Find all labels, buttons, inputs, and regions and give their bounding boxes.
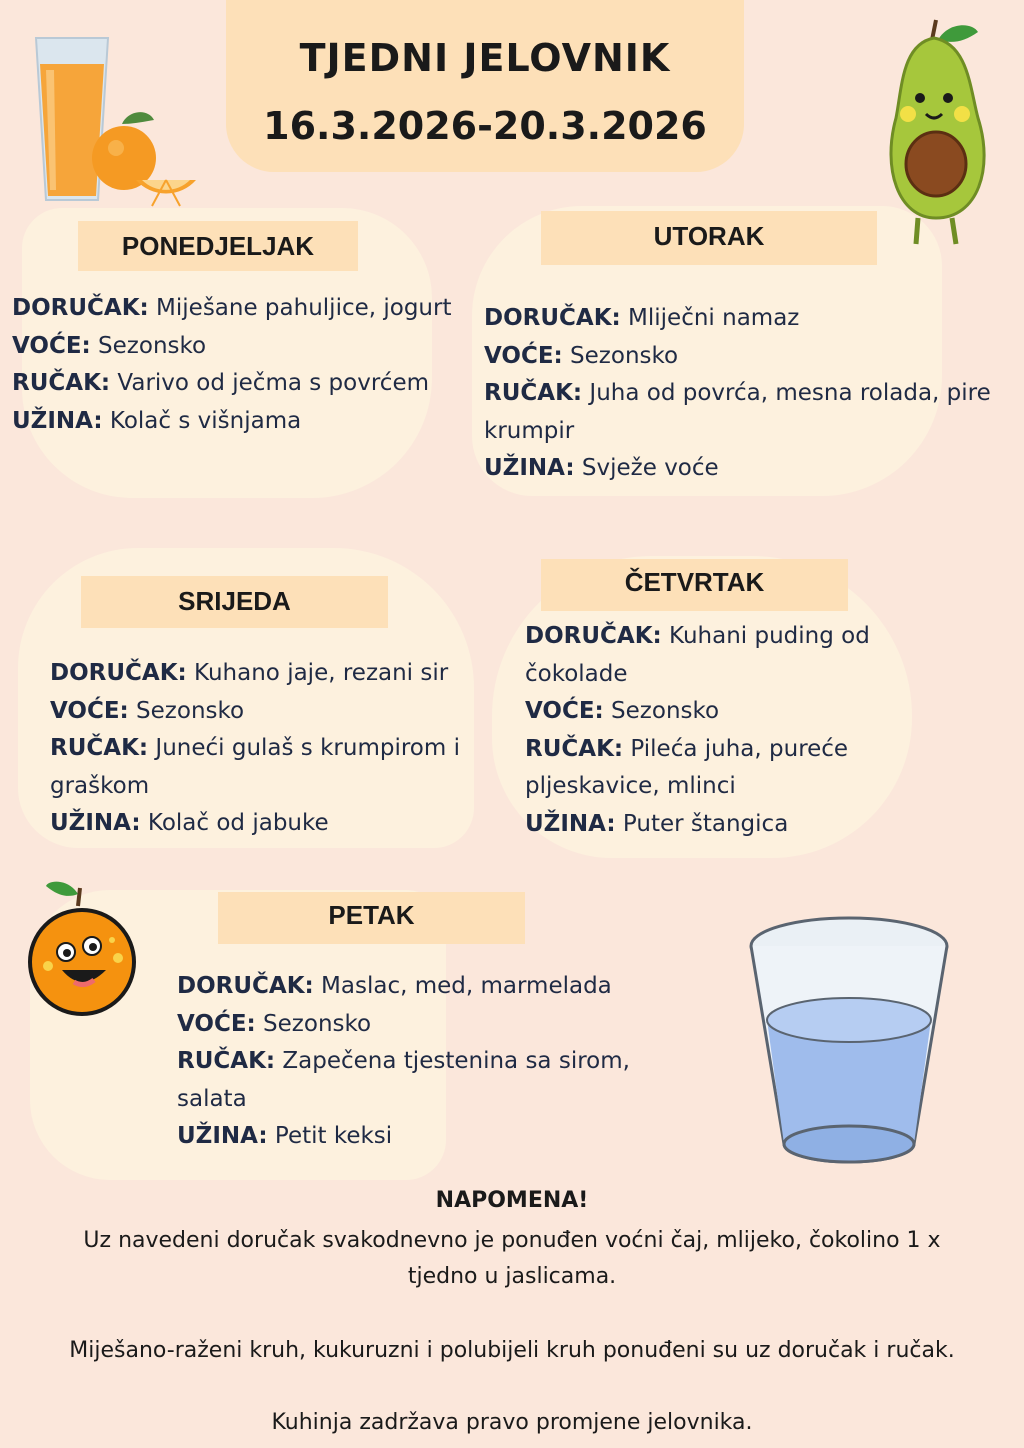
- meal-value: Petit keksi: [267, 1123, 393, 1149]
- meal-value: Puter štangica: [615, 810, 789, 837]
- meal-label: UŽINA:: [177, 1123, 268, 1149]
- meal-label: VOĆE:: [525, 698, 604, 724]
- list-item: [177, 1043, 647, 1118]
- meal-value: Varivo od ječma s povrćem: [110, 370, 429, 396]
- meal-value: Juneći gulaš s krumpirom i graškom: [50, 735, 460, 799]
- meal-label: DORUČAK:: [525, 623, 662, 649]
- meal-label: UŽINA:: [12, 407, 103, 434]
- list-item: [50, 805, 478, 843]
- day-label-wednesday: SRIJEDA: [81, 576, 388, 628]
- notes-line-2: tjedno u jaslicama.: [407, 1264, 617, 1289]
- list-item: [484, 338, 1004, 376]
- meal-label: RUČAK:: [525, 735, 624, 762]
- meal-value: Zapečena tjestenina sa sirom, salata: [177, 1048, 630, 1112]
- meal-label: DORUČAK:: [50, 660, 187, 686]
- meal-label: RUČAK:: [484, 380, 583, 406]
- meal-value: Maslac, med, marmelada: [313, 973, 612, 999]
- list-item: [50, 730, 478, 805]
- list-item: [177, 968, 647, 1006]
- meal-value: Sezonsko: [562, 342, 679, 369]
- orange-juice-icon: [24, 30, 204, 210]
- list-item: [525, 693, 910, 731]
- day-label-tuesday: UTORAK: [541, 211, 877, 265]
- meal-value: Sezonsko: [90, 332, 207, 359]
- orange-character-icon: [26, 874, 146, 1014]
- meal-label: VOĆE:: [484, 342, 563, 369]
- page-title: TJEDNI JELOVNIK: [299, 36, 671, 80]
- meal-label: UŽINA:: [525, 810, 616, 837]
- notes-line-1: Uz navedeni doručak svakodnevno je ponuđen voćni čaj, mlijeko, čokolino 1 x: [83, 1228, 941, 1253]
- list-item: [12, 403, 472, 441]
- meal-value: Sezonsko: [255, 1010, 372, 1037]
- list-item: [177, 1118, 647, 1156]
- list-item: [525, 806, 910, 844]
- meal-value: Kuhano jaje, rezani sir: [186, 660, 449, 686]
- menu-wednesday: [50, 655, 478, 843]
- list-item: [12, 290, 472, 328]
- meal-value: Svježe voće: [574, 455, 719, 481]
- list-item: [50, 693, 478, 731]
- menu-friday: [177, 968, 647, 1156]
- notes-heading: NAPOMENA!: [435, 1188, 589, 1213]
- meal-label: UŽINA:: [50, 810, 141, 836]
- notes-line-3: Miješano-raženi kruh, kukuruzni i polubijeli kruh ponuđeni su uz doručak i ručak.: [69, 1338, 955, 1363]
- list-item: [50, 655, 478, 693]
- menu-tuesday: [484, 300, 1004, 488]
- date-range: 16.3.2026-20.3.2026: [263, 104, 707, 148]
- meal-label: RUČAK:: [177, 1048, 276, 1074]
- list-item: [12, 365, 472, 403]
- meal-value: Kuhani puding od čokolade: [525, 623, 870, 687]
- menu-monday: [12, 290, 472, 440]
- list-item: [525, 731, 910, 806]
- list-item: [525, 618, 910, 693]
- day-label-thursday: ČETVRTAK: [541, 559, 848, 611]
- meal-label: VOĆE:: [12, 332, 91, 359]
- menu-thursday: [525, 618, 910, 843]
- pear-character-icon: [874, 18, 1004, 248]
- meal-value: Sezonsko: [603, 698, 720, 724]
- meal-label: VOĆE:: [177, 1010, 256, 1037]
- meal-label: RUČAK:: [50, 735, 149, 761]
- list-item: [177, 1006, 647, 1044]
- meal-label: VOĆE:: [50, 697, 129, 724]
- meal-value: Kolač od jabuke: [140, 810, 329, 836]
- meal-label: UŽINA:: [484, 455, 575, 481]
- meal-label: RUČAK:: [12, 370, 111, 396]
- list-item: [484, 300, 1004, 338]
- list-item: [484, 375, 1004, 450]
- list-item: [12, 328, 472, 366]
- water-glass-icon: [746, 912, 952, 1170]
- meal-value: Mliječni namaz: [620, 305, 800, 331]
- list-item: [484, 450, 1004, 488]
- meal-value: Pileća juha, pureće pljeskavice, mlinci: [525, 735, 849, 799]
- meal-value: Miješane pahuljice, jogurt: [148, 295, 452, 321]
- notes-line-4: Kuhinja zadržava pravo promjene jelovnika.: [271, 1410, 753, 1435]
- meal-value: Kolač s višnjama: [102, 407, 302, 434]
- day-label-monday: PONEDJELJAK: [78, 221, 358, 271]
- meal-label: DORUČAK:: [12, 295, 149, 321]
- meal-value: Sezonsko: [128, 697, 245, 724]
- meal-label: DORUČAK:: [177, 973, 314, 999]
- meal-value: Juha od povrća, mesna rolada, pire krumpir: [484, 380, 991, 444]
- day-label-friday: PETAK: [218, 892, 525, 944]
- meal-label: DORUČAK:: [484, 305, 621, 331]
